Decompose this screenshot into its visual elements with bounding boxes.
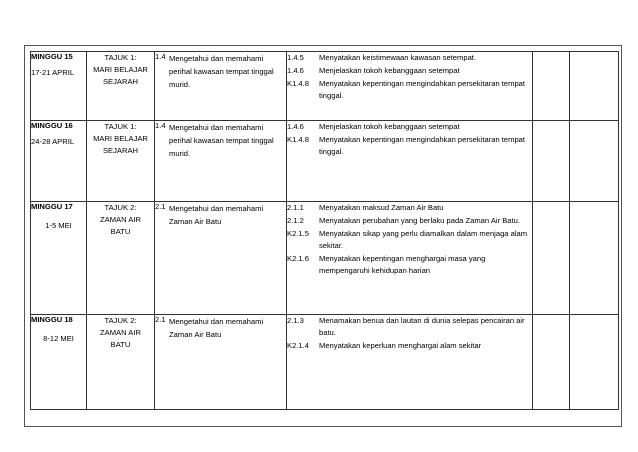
topic-line: MARI BELAJAR xyxy=(93,134,148,143)
topic-line: TAJUK 2: xyxy=(104,203,137,212)
outcome-text: Menyatakan maksud Zaman Air Batu xyxy=(319,203,444,212)
learning-standard-cell xyxy=(287,315,533,410)
topic-cell xyxy=(87,315,155,410)
outcome-text: Menjelaskan tokoh kebanggaan setempat xyxy=(319,66,460,75)
topic-line: SEJARAH xyxy=(102,146,139,155)
learning-outcome xyxy=(287,134,532,158)
learning-outcome xyxy=(287,315,532,339)
outcome-text: Menyatakan keistimewaan kawasan setempat. xyxy=(319,53,477,62)
standard-code: 1.4 xyxy=(155,121,166,130)
outcome-code: 2.1.1 xyxy=(287,203,304,212)
week-label: MINGGU 18 xyxy=(31,315,73,324)
week-label: MINGGU 16 xyxy=(31,121,73,130)
blank-cell xyxy=(570,202,619,315)
topic-cell xyxy=(87,121,155,202)
learning-outcome xyxy=(287,78,532,102)
content-standard-cell xyxy=(155,315,287,410)
learning-outcome xyxy=(287,340,532,352)
blank-cell xyxy=(533,121,570,202)
learning-outcome xyxy=(287,65,532,77)
topic-line: MARI BELAJAR xyxy=(93,65,148,74)
learning-outcome xyxy=(287,215,532,227)
standard-code: 2.1 xyxy=(155,202,166,211)
table-row xyxy=(31,315,619,410)
week-cell xyxy=(31,202,87,315)
standard-text: Mengetahui dan memahami Zaman Air Batu xyxy=(169,317,264,339)
week-cell xyxy=(31,121,87,202)
week-date: 1-5 MEI xyxy=(45,220,72,230)
learning-standard-cell xyxy=(287,52,533,121)
table-row xyxy=(31,121,619,202)
learning-outcome xyxy=(287,52,532,64)
standard-code: 1.4 xyxy=(155,52,166,61)
week-date: 24-28 APRIL xyxy=(31,136,75,146)
blank-cell xyxy=(570,315,619,410)
topic-line: ZAMAN AIR xyxy=(100,215,141,224)
table-row xyxy=(31,202,619,315)
standard-text: Mengetahui dan memahami perihal kawasan tempat tinggal murid. xyxy=(169,123,274,158)
learning-standard-cell xyxy=(287,121,533,202)
topic-line: TAJUK 2: xyxy=(104,316,137,325)
learning-outcome xyxy=(287,253,532,277)
content-standard-cell xyxy=(155,202,287,315)
outcome-text: Menyatakan keperluan menghargai alam sekitar xyxy=(319,341,482,350)
outcome-code: K2.1.6 xyxy=(287,254,309,263)
outcome-code: 2.1.2 xyxy=(287,216,304,225)
standard-text: Mengetahui dan memahami perihal kawasan tempat tinggal murid. xyxy=(169,54,274,89)
outcome-text: Menyatakan sikap yang perlu diamalkan dalam menjaga alam sekitar. xyxy=(319,229,528,250)
topic-cell xyxy=(87,52,155,121)
learning-outcome xyxy=(287,228,532,252)
topic-cell xyxy=(87,202,155,315)
week-label: MINGGU 15 xyxy=(31,52,73,61)
topic-line: BATU xyxy=(110,340,131,349)
week-cell xyxy=(31,52,87,121)
outcome-text: Menamakan benua dan lautan di dunia selepas pencairan air batu. xyxy=(319,316,525,337)
topic-line: TAJUK 1: xyxy=(104,53,137,62)
topic-line: SEJARAH xyxy=(102,77,139,86)
outcome-text: Menjelaskan tokoh kebanggaan setempat xyxy=(319,122,460,131)
outcome-code: K1.4.8 xyxy=(287,135,309,144)
standard-code: 2.1 xyxy=(155,315,166,324)
blank-cell xyxy=(533,315,570,410)
topic-line: TAJUK 1: xyxy=(104,122,137,131)
outcome-text: Menyatakan perubahan yang berlaku pada Zaman Air Batu. xyxy=(319,216,520,225)
lesson-schedule-table xyxy=(30,51,619,410)
outcome-text: Menyatakan kepentingan mengindahkan persekitaran tempat tinggal. xyxy=(319,79,526,100)
content-standard-cell xyxy=(155,121,287,202)
outcome-text: Menyatakan kepentingan mengindahkan persekitaran tempat tinggal. xyxy=(319,135,526,156)
standard-text: Mengetahui dan memahami Zaman Air Batu xyxy=(169,204,264,226)
blank-cell xyxy=(533,52,570,121)
learning-standard-cell xyxy=(287,202,533,315)
outcome-code: K2.1.4 xyxy=(287,341,309,350)
outcome-code: 2.1.3 xyxy=(287,316,304,325)
outcome-code: 1.4.6 xyxy=(287,122,304,131)
blank-cell xyxy=(570,121,619,202)
blank-cell xyxy=(533,202,570,315)
week-date: 8-12 MEI xyxy=(43,333,74,343)
week-label: MINGGU 17 xyxy=(31,202,73,211)
topic-line: BATU xyxy=(110,227,131,236)
week-date: 17-21 APRIL xyxy=(31,67,75,77)
blank-cell xyxy=(570,52,619,121)
outcome-text: Menyatakan kepentingan menghargai masa yang mempengaruhi kehidupan harian xyxy=(319,254,486,275)
outcome-code: 1.4.5 xyxy=(287,53,304,62)
outcome-code: 1.4.6 xyxy=(287,66,304,75)
outcome-code: K2.1.5 xyxy=(287,229,309,238)
outcome-code: K1.4.8 xyxy=(287,79,309,88)
week-cell xyxy=(31,315,87,410)
topic-line: ZAMAN AIR xyxy=(100,328,141,337)
table-row xyxy=(31,52,619,121)
learning-outcome xyxy=(287,121,532,133)
learning-outcome xyxy=(287,202,532,214)
content-standard-cell xyxy=(155,52,287,121)
